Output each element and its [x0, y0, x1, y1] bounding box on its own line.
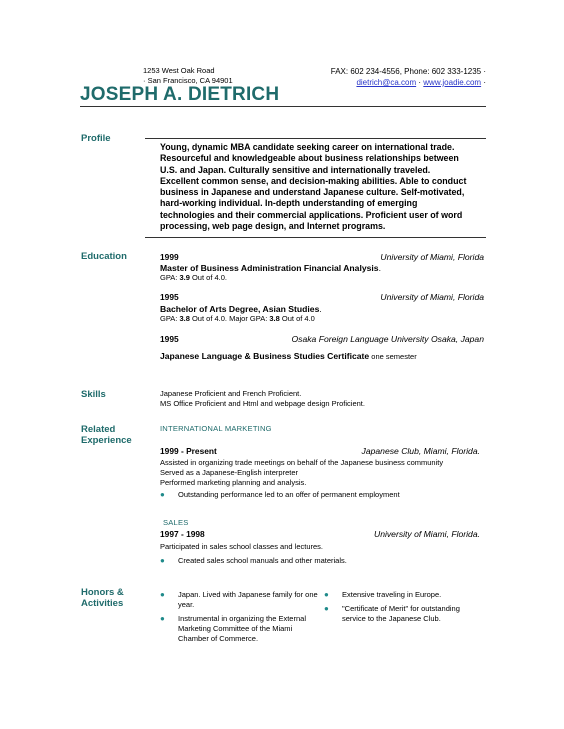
job-company: Japanese Club, Miami, Florida.: [361, 446, 480, 456]
skill-line: Japanese Proficient and French Proficient.: [160, 389, 302, 398]
gpa-suffix: Out of 4.0: [279, 314, 315, 323]
edu-gpa-line: [160, 273, 227, 283]
experience-label-line: Experience: [81, 435, 132, 446]
honors-label-line: Honors &: [81, 587, 124, 598]
separator-trail: ·: [483, 78, 486, 87]
bullet-dot-icon: ●: [160, 556, 165, 565]
education-label: Education: [81, 251, 127, 262]
profile-line: technologies and their commercial applications. Proficient user of word: [160, 209, 463, 220]
edu-year: 1995: [160, 292, 179, 302]
profile-label: Profile: [81, 133, 111, 144]
gpa-prefix: GPA:: [160, 273, 180, 282]
bullet-dot-icon: ●: [160, 490, 165, 499]
list-item: [324, 590, 474, 600]
profile-line: Excellent common sense, and decision-making abilities. Able to conduct: [160, 175, 467, 186]
edu-degree-line: [160, 304, 322, 314]
list-item: [160, 556, 490, 566]
job-line: Assisted in organizing trade meetings on behalf of the Japanese business community: [160, 458, 444, 467]
list-item: [160, 490, 490, 500]
gpa-mid: Out of 4.0. Major GPA:: [189, 314, 270, 323]
website-link[interactable]: www.joadie.com: [423, 78, 482, 87]
bullet-text: "Certificate of Merit" for outstanding service to the Japanese Club.: [342, 604, 460, 623]
profile-line: U.S. and Japan. Culturally sensitive and internationally traveled.: [160, 164, 431, 175]
bullet-text: Outstanding performance led to an offer of permanent employment: [178, 490, 400, 499]
job-bullets: [160, 556, 490, 566]
edu-degree: Bachelor of Arts Degree, Asian Studies: [160, 304, 320, 314]
bullet-text: Japan. Lived with Japanese family for one year.: [178, 590, 318, 609]
edu-degree-line: [160, 346, 417, 364]
skills-label: Skills: [81, 389, 106, 400]
honors-right-list: [324, 590, 474, 624]
job-line: Participated in sales school classes and lectures.: [160, 542, 324, 551]
email-link[interactable]: dietrich@ca.com: [356, 78, 417, 87]
edu-year: 1999: [160, 252, 179, 262]
profile-line: Young, dynamic MBA candidate seeking career on international trade.: [160, 142, 455, 152]
bullet-dot-icon: ●: [160, 590, 165, 599]
edu-school: University of Miami, Florida: [380, 252, 484, 262]
bullet-dot-icon: ●: [160, 614, 165, 623]
profile-text: [160, 142, 490, 232]
list-item: [324, 604, 474, 624]
profile-bottom-rule: [145, 237, 486, 238]
job-dates: 1999 - Present: [160, 446, 217, 456]
phone-fax: FAX: 602 234-4556, Phone: 602 333-1235 ·: [330, 67, 486, 76]
header-divider: [80, 106, 486, 107]
gpa-value: 3.9: [179, 273, 190, 282]
job-bullets: [160, 490, 490, 500]
experience-label-line: Related: [81, 424, 116, 435]
job-description: [160, 542, 323, 552]
address-line-2: · San Francisco, CA 94901: [143, 76, 233, 85]
bullet-text: Extensive traveling in Europe.: [342, 590, 442, 599]
job-line: Performed marketing planning and analysis.: [160, 478, 307, 487]
list-item: [160, 614, 320, 644]
experience-label: [81, 424, 132, 446]
edu-year: 1995: [160, 334, 179, 344]
major-gpa-value: 3.8: [269, 314, 280, 323]
job-line: Served as a Japanese-English interpreter: [160, 468, 298, 477]
profile-top-rule: [145, 138, 486, 139]
edu-gpa-line: [160, 314, 315, 324]
skill-line: MS Office Proficient and Html and webpage design Proficient.: [160, 399, 365, 408]
honors-label-line: Activities: [81, 598, 124, 609]
address-block: [143, 66, 233, 86]
address-line-1: 1253 West Oak Road: [143, 66, 215, 75]
profile-line: business in Japanese and understand Japanese culture. Self-motivated,: [160, 187, 465, 198]
list-item: [160, 590, 320, 610]
job-description: [160, 458, 443, 488]
edu-degree-suffix: one semester: [369, 352, 417, 361]
profile-line: processing, web page design, and Internet programs.: [160, 221, 386, 232]
edu-school: University of Miami, Florida: [380, 292, 484, 302]
bullet-dot-icon: ●: [324, 604, 329, 613]
edu-degree-suffix: .: [319, 304, 322, 314]
job-company: University of Miami, Florida.: [373, 529, 480, 539]
bullet-dot-icon: ●: [324, 590, 329, 599]
profile-line: hard-working individual. In-depth understanding of emerging: [160, 198, 418, 209]
gpa-prefix: GPA:: [160, 314, 180, 323]
edu-degree-suffix: .: [378, 263, 381, 273]
edu-degree-line: [160, 263, 381, 273]
job-dates: 1997 - 1998: [160, 529, 205, 539]
job-heading: SALES: [163, 518, 189, 527]
gpa-value: 3.8: [179, 314, 190, 323]
bullet-text: Created sales school manuals and other materials.: [178, 556, 347, 565]
honors-left-list: [160, 590, 320, 644]
gpa-suffix: Out of 4.0.: [189, 273, 227, 282]
honors-label: [81, 587, 124, 609]
candidate-name: JOSEPH A. DIETRICH: [80, 84, 280, 105]
profile-line: Resourceful and knowledgeable about business relationships between: [160, 153, 459, 164]
skills-list: [160, 389, 365, 409]
bullet-text: Instrumental in organizing the External Marketing Committee of the Miami Chamber of Commerce.: [178, 614, 306, 643]
edu-degree: Japanese Language & Business Studies Certificate: [160, 351, 370, 361]
edu-school: Osaka Foreign Language University Osaka, Japan: [291, 334, 484, 344]
separator: ·: [418, 78, 422, 87]
job-heading: INTERNATIONAL MARKETING: [160, 424, 272, 433]
edu-degree: Master of Business Administration Financial Analysis: [160, 263, 379, 273]
